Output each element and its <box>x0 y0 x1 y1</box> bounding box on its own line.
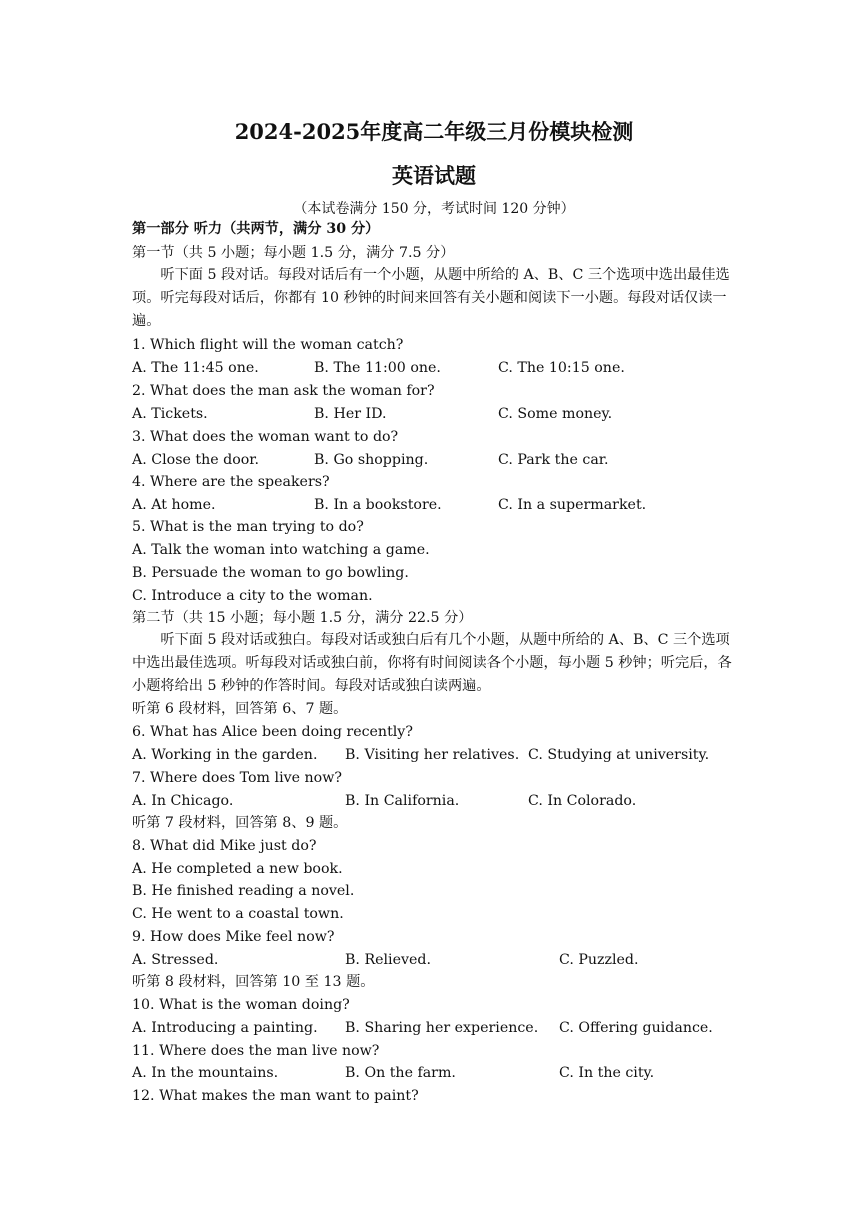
q11-option-b: B. On the farm. <box>345 1065 456 1081</box>
material-7-note: 听第 7 段材料，回答第 8、9 题。 <box>132 815 348 831</box>
question-3: 3. What does the woman want to do? <box>132 429 399 445</box>
q8-option-b: B. He finished reading a novel. <box>132 883 355 899</box>
section2-instructions: 听下面 5 段对话或独白。每段对话或独白后有几个小题，从题中所给的 A、B、C 三个选项中选出最佳选项。听每段对话或独白前，你将有时间阅读各个小题，每小题 5 秒钟；听完后，各小题将给出 5 秒钟的作答时间。每段对话或独白读两遍。 <box>132 632 732 694</box>
q4-option-c: C. In a supermarket. <box>498 497 647 513</box>
question-7: 7. Where does Tom live now? <box>132 770 342 786</box>
exam-title: 2024-2025年度高二年级三月份模块检测 <box>234 119 634 144</box>
question-10: 10. What is the woman doing? <box>132 997 350 1013</box>
q5-option-c: C. Introduce a city to the woman. <box>132 588 373 604</box>
q4-option-b: B. In a bookstore. <box>314 497 442 513</box>
q7-option-c: C. In Colorado. <box>528 793 637 809</box>
section1-instructions: 听下面 5 段对话。每段对话后有一个小题，从题中所给的 A、B、C 三个选项中选出最佳选项。听完每段对话后，你都有 10 秒钟的时间来回答有关小题和阅读下一小题。每段对话仅读一遍。 <box>132 267 730 329</box>
question-4: 4. Where are the speakers? <box>132 474 330 490</box>
question-8: 8. What did Mike just do? <box>132 838 317 854</box>
q9-option-c: C. Puzzled. <box>559 952 639 968</box>
question-12: 12. What makes the man want to paint? <box>132 1088 419 1104</box>
q8-option-a: A. He completed a new book. <box>132 861 343 877</box>
q6-option-b: B. Visiting her relatives. <box>345 747 520 763</box>
q3-option-c: C. Park the car. <box>498 452 609 468</box>
q7-option-a: A. In Chicago. <box>132 793 234 809</box>
q11-option-c: C. In the city. <box>559 1065 655 1081</box>
q10-option-a: A. Introducing a painting. <box>132 1020 318 1036</box>
q9-option-a: A. Stressed. <box>132 952 219 968</box>
q3-option-a: A. Close the door. <box>132 452 260 468</box>
section1-heading: 第一节（共 5 小题；每小题 1.5 分，满分 7.5 分） <box>132 245 455 261</box>
q2-option-c: C. Some money. <box>498 406 613 422</box>
q5-option-b: B. Persuade the woman to go bowling. <box>132 565 409 581</box>
q10-option-b: B. Sharing her experience. <box>345 1020 539 1036</box>
question-11: 11. Where does the man live now? <box>132 1043 380 1059</box>
q3-option-b: B. Go shopping. <box>314 452 429 468</box>
question-5: 5. What is the man trying to do? <box>132 519 364 535</box>
question-2: 2. What does the man ask the woman for? <box>132 383 435 399</box>
exam-subtitle: 英语试题 <box>392 163 476 188</box>
question-1: 1. Which flight will the woman catch? <box>132 337 404 353</box>
q9-option-b: B. Relieved. <box>345 952 431 968</box>
q4-option-a: A. At home. <box>132 497 216 513</box>
q1-option-a: A. The 11:45 one. <box>132 360 259 376</box>
question-6: 6. What has Alice been doing recently? <box>132 724 413 740</box>
section2-heading: 第二节（共 15 小题；每小题 1.5 分，满分 22.5 分） <box>132 610 473 626</box>
q7-option-b: B. In California. <box>345 793 460 809</box>
q11-option-a: A. In the mountains. <box>132 1065 279 1081</box>
q6-option-c: C. Studying at university. <box>528 747 710 763</box>
q1-option-c: C. The 10:15 one. <box>498 360 625 376</box>
material-6-note: 听第 6 段材料，回答第 6、7 题。 <box>132 701 348 717</box>
exam-note: （本试卷满分 150 分，考试时间 120 分钟） <box>293 201 575 217</box>
q8-option-c: C. He went to a coastal town. <box>132 906 344 922</box>
question-9: 9. How does Mike feel now? <box>132 929 335 945</box>
material-8-note: 听第 8 段材料，回答第 10 至 13 题。 <box>132 974 375 990</box>
q2-option-a: A. Tickets. <box>132 406 208 422</box>
q5-option-a: A. Talk the woman into watching a game. <box>132 542 430 558</box>
q2-option-b: B. Her ID. <box>314 406 387 422</box>
part1-heading: 第一部分 听力（共两节，满分 30 分） <box>132 221 380 237</box>
q10-option-c: C. Offering guidance. <box>559 1020 713 1036</box>
q1-option-b: B. The 11:00 one. <box>314 360 441 376</box>
q6-option-a: A. Working in the garden. <box>132 747 318 763</box>
